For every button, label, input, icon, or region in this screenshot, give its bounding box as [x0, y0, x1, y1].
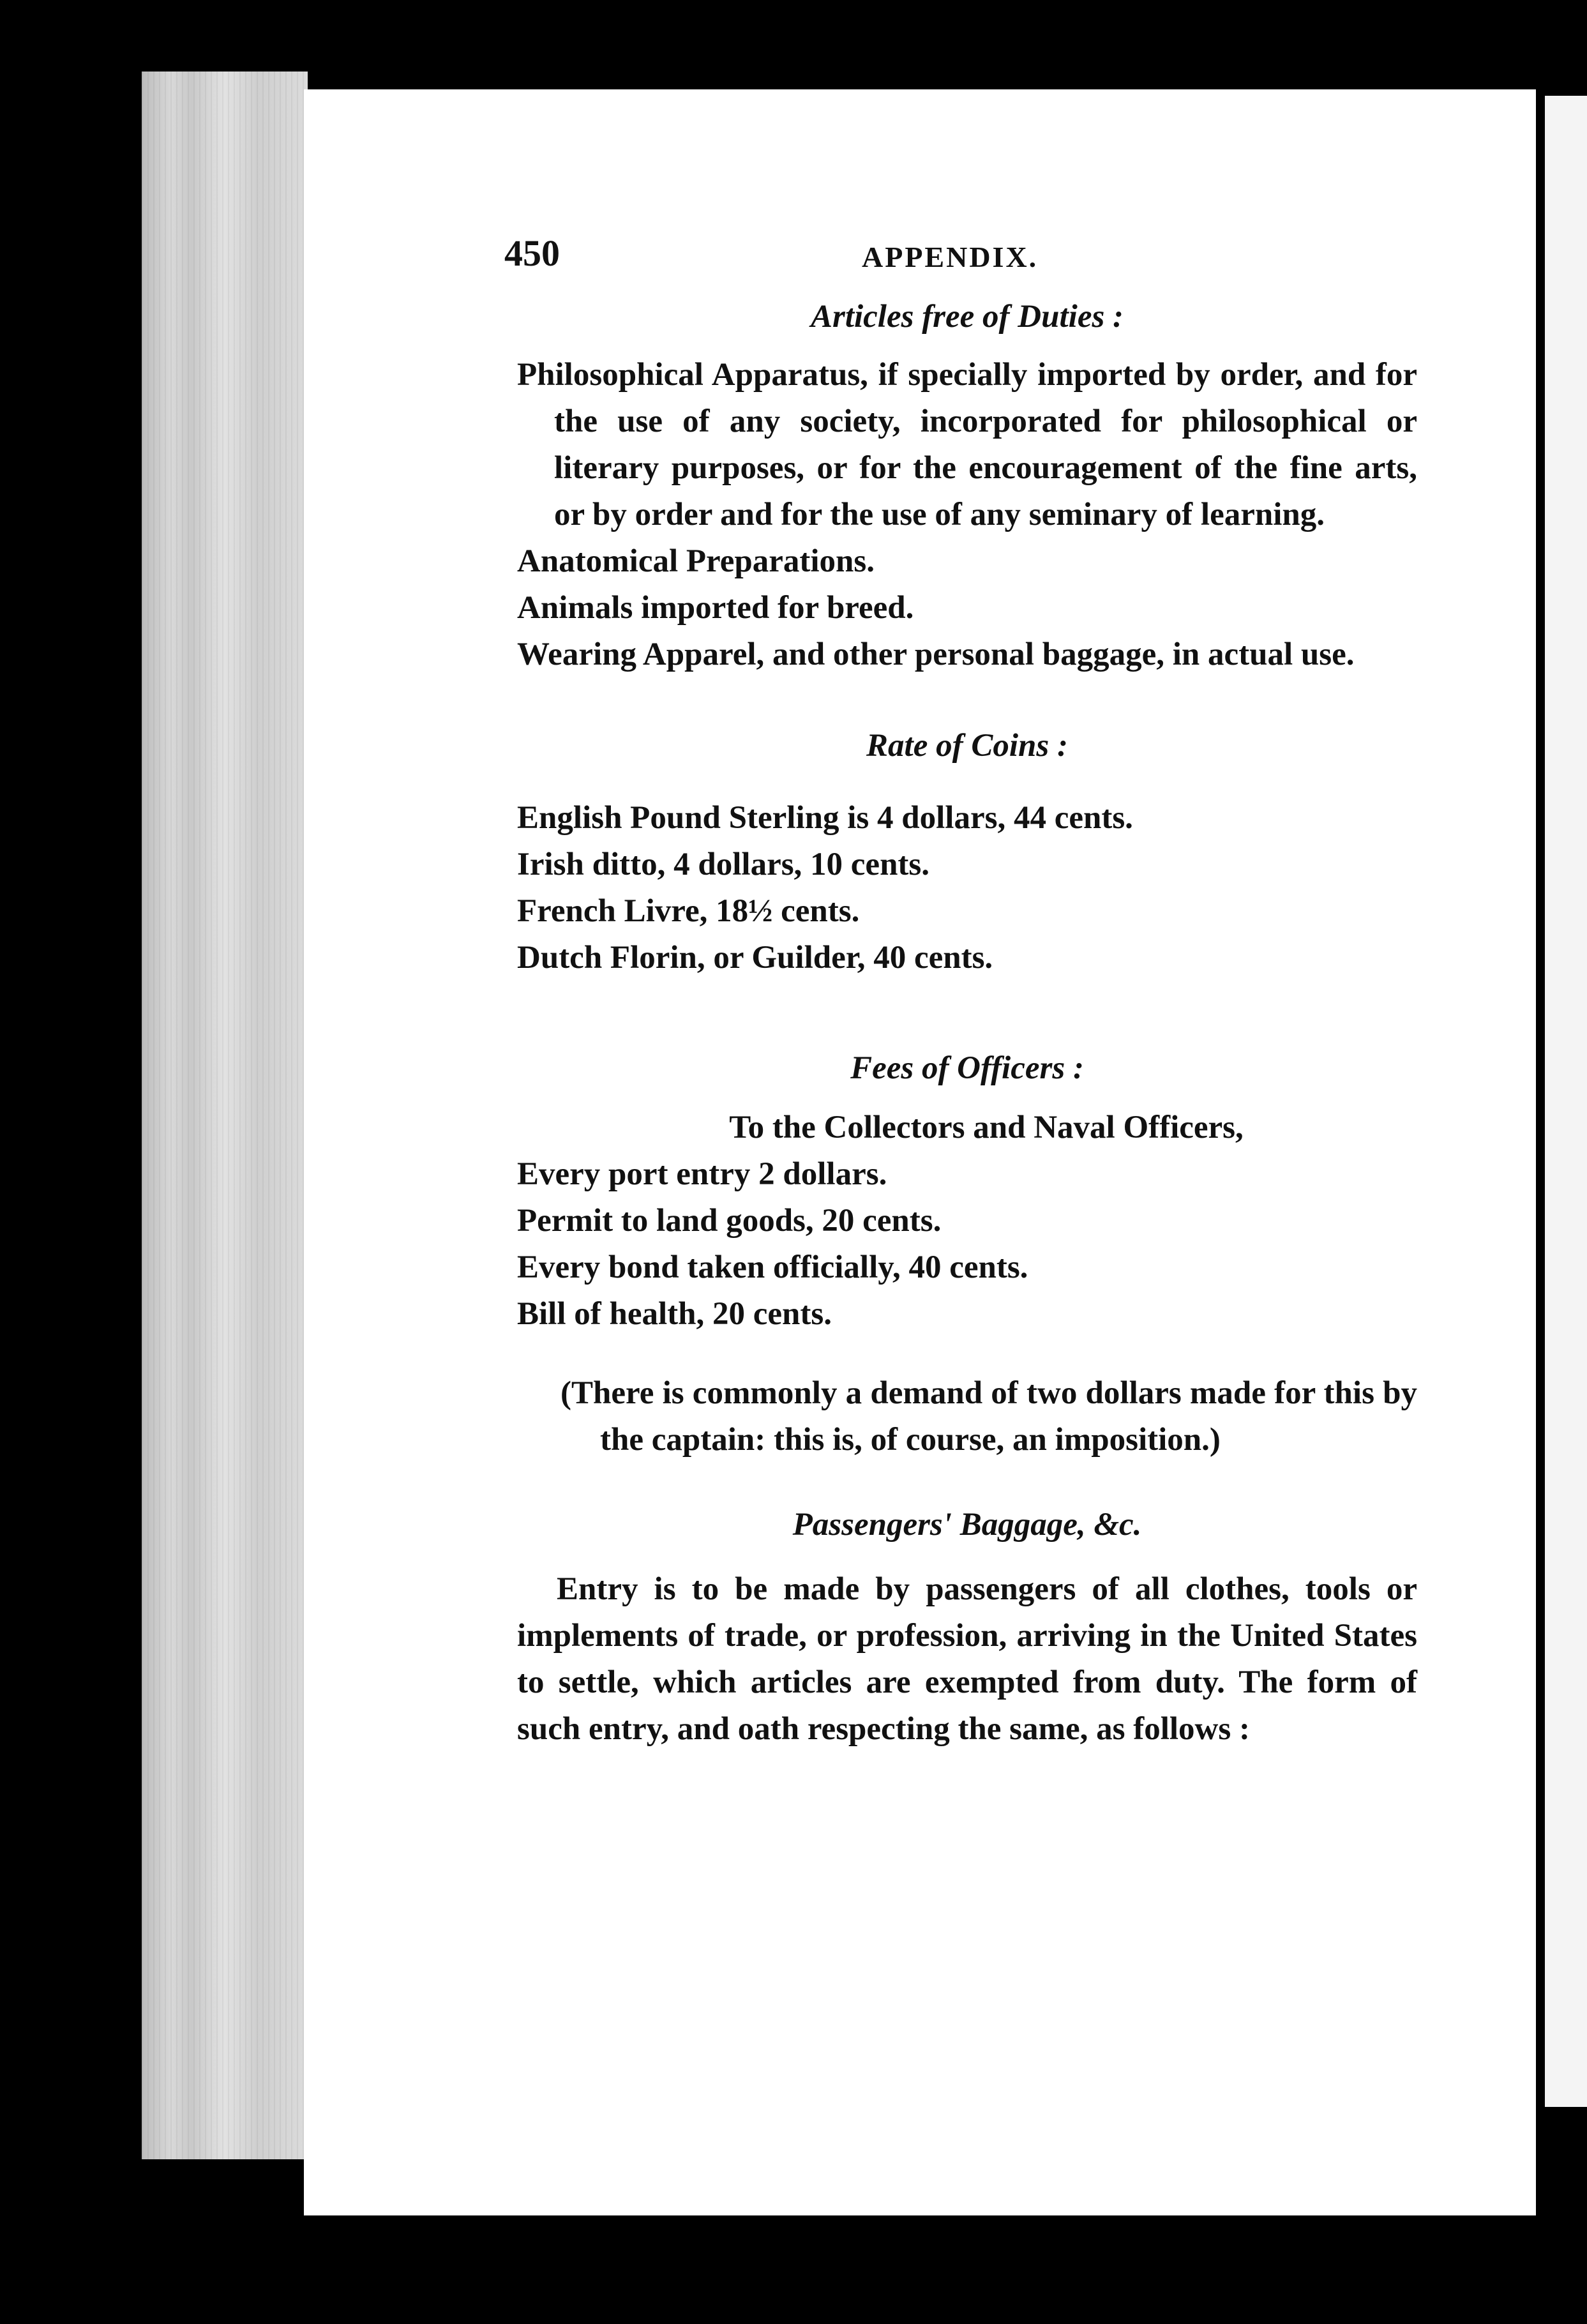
baggage-paragraph: Entry is to be made by passengers of all clothes, tools or implements of trade, or profession, arriving in the United States to settle, which articles are exempted from duty. The form of such entry, and oath respecting the same, as follows : — [517, 1571, 1417, 1747]
list-item: Animals imported for breed. — [517, 590, 914, 626]
running-title: APPENDIX. — [862, 241, 1039, 273]
heading-rate-of-coins: Rate of Coins : — [866, 728, 1068, 764]
list-item: Bill of health, 20 cents. — [517, 1296, 832, 1332]
heading-fees-of-officers: Fees of Officers : — [850, 1050, 1084, 1086]
list-item: Every bond taken officially, 40 cents. — [517, 1249, 1028, 1285]
list-item: Anatomical Preparations. — [517, 543, 875, 579]
list-item: Wearing Apparel, and other personal baggage, in actual use. — [517, 637, 1355, 672]
fees-subheading: To the Collectors and Naval Officers, — [729, 1110, 1244, 1145]
page-number: 450 — [504, 232, 560, 274]
list-item: Philosophical Apparatus, if specially imported by order, and for the use of any society, incorporated for philosophical or literary purposes, or for the encouragement of the fine arts, or by order and for the use of any seminary of learning. — [517, 357, 1417, 532]
coin-rate-list — [517, 795, 1417, 981]
list-item: Irish ditto, 4 dollars, 10 cents. — [517, 847, 930, 882]
page-text-block — [504, 230, 1417, 1753]
heading-articles-free-of-duties: Articles free of Duties : — [810, 299, 1124, 335]
running-header — [504, 230, 1417, 287]
list-item: Permit to land goods, 20 cents. — [517, 1203, 942, 1239]
fees-list — [517, 1151, 1417, 1338]
list-item: English Pound Sterling is 4 dollars, 44 cents. — [517, 800, 1133, 836]
facing-page-edge — [1545, 96, 1587, 2107]
duty-free-list — [517, 352, 1417, 678]
list-item: Dutch Florin, or Guilder, 40 cents. — [517, 940, 993, 976]
list-item: French Livre, 18½ cents. — [517, 893, 860, 929]
heading-passengers-baggage: Passengers' Baggage, &c. — [792, 1507, 1142, 1543]
fees-note: (There is commonly a demand of two dollars made for this by the captain: this is, of course, an imposition.) — [560, 1375, 1417, 1458]
book-page-edges — [142, 72, 308, 2159]
list-item: Every port entry 2 dollars. — [517, 1156, 887, 1192]
